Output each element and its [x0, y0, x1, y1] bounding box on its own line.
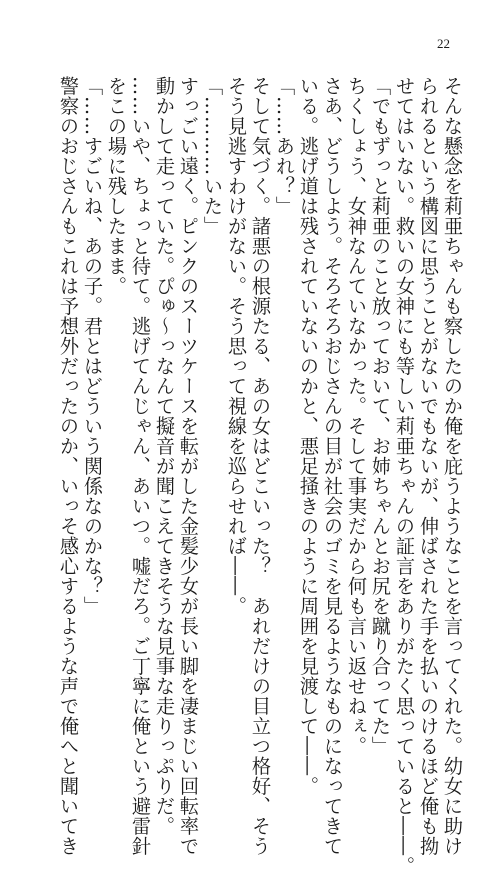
text-line: すっごい遠く。ピンクのスーツケースを転がした金髪少女が長い脚を凄まじい回転率で	[177, 76, 200, 856]
text-line: ちくしょう、女神なんていなかった。そして事実だから何も言い返せねぇ。	[345, 76, 368, 756]
text-line: そう見逃すわけがない。そう思って視線を巡らせれば――。	[225, 76, 248, 616]
text-line: られるという構図に思うことがないでもないが、伸ばされた手を払いのけるほど俺も拗	[417, 76, 440, 856]
text-line: そんな懸念を莉亜ちゃんも察したのか俺を庇うようなことを言ってくれた。幼女に助け	[441, 76, 464, 856]
text-line: 「……すごいね、あの子。君とはどういう関係なのかな？」	[81, 76, 104, 616]
page-number: 22	[437, 36, 450, 51]
text-line: いる。逃げ道は残されていないのかと、悪足掻きのように周囲を見渡して――。	[297, 76, 320, 796]
text-line: 警察のおじさんもこれは予想外だったのか、いっそ感心するような声で俺へと聞いてき	[57, 76, 80, 856]
text-line: そして気づく。諸悪の根源たる、あの女はどこいった？ あれだけの目立つ格好、そう	[249, 76, 272, 856]
text-line: 動かして走っていた。ぴゅ～っなんて擬音が聞こえてきそうな見事な走りっぷりだ。	[153, 76, 176, 836]
text-line: 「…………いた」	[201, 76, 224, 236]
text-line: 「……あれ？」	[273, 76, 296, 216]
text-line: をこの場に残したまま。	[105, 76, 128, 296]
text-line: 「でもずっと莉亜のこと放っておいて、お姉ちゃんとお尻を蹴り合ってた」	[369, 76, 392, 756]
text-line: ……いや、ちょっと待て。逃げてんじゃん、あいつ。嘘だろ。ご丁寧に俺という避雷針	[129, 76, 152, 856]
text-line: さあ、どうしよう。そろそろおじさんの目が社会のゴミを見るようなものになってきて	[321, 76, 344, 856]
text-line: せてはいない。救いの女神にも等しい莉亜ちゃんの証言をありがたく思っていると――。	[393, 76, 416, 876]
body-text	[57, 76, 464, 876]
